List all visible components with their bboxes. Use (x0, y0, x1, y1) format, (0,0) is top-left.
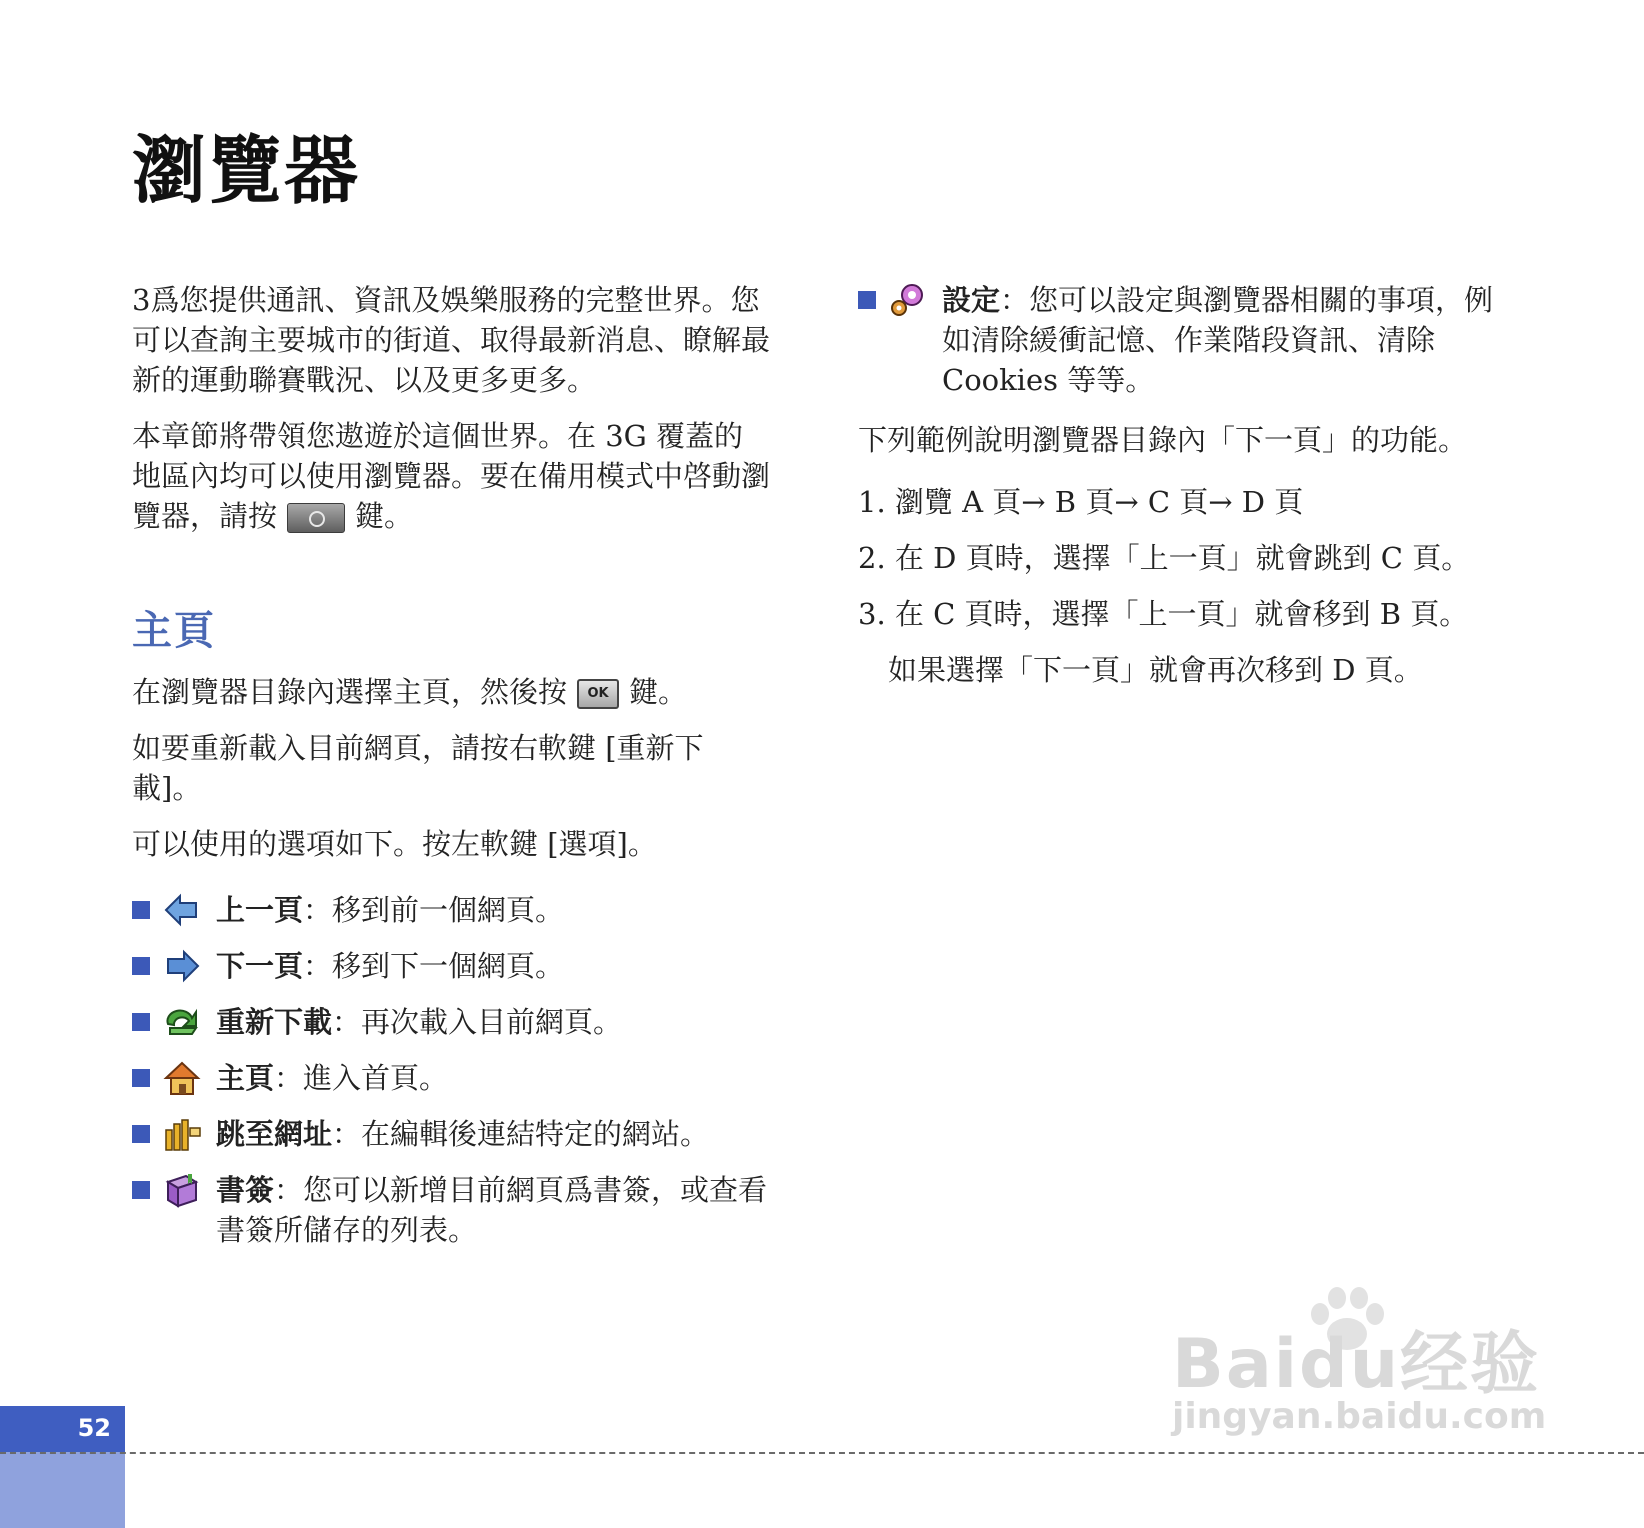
page-number-tab-header (0, 1406, 125, 1452)
ok-key-icon: OK (577, 679, 619, 709)
example-step-2: 2. 在 D 頁時，選擇「上一頁」就會跳到 C 頁。 (858, 541, 1471, 575)
example-step-3: 3. 在 C 頁時，選擇「上一頁」就會移到 B 頁。 (858, 597, 1469, 631)
square-bullet-icon (132, 901, 150, 919)
option-home-name: 主頁 (216, 1061, 275, 1095)
option-forward-sep: ： (303, 949, 333, 983)
option-settings-sep: ： (1000, 283, 1030, 317)
option-home-sep: ： (274, 1061, 304, 1095)
intro-p2-text: 本章節將帶領您遨遊於這個世界。在 3G 覆蓋的地區內均可以使用瀏覽器。要在備用模式中啓動瀏覽器，請按 (132, 419, 771, 533)
option-bookmark-sep: ： (274, 1173, 304, 1207)
home-p1-tail: 鍵。 (629, 675, 688, 709)
option-goto-url-desc: 在編輯後連結特定的網站。 (361, 1117, 710, 1151)
left-column (132, 280, 772, 1266)
option-reload (132, 1002, 772, 1042)
home-p1-text: 在瀏覽器目錄內選擇主頁，然後按 (132, 675, 568, 709)
option-back-name: 上一頁 (216, 893, 304, 927)
option-bookmark-name: 書簽 (216, 1173, 275, 1207)
square-bullet-icon (132, 957, 150, 975)
back-arrow-icon (162, 892, 202, 928)
example-note: 如果選擇「下一頁」就會再次移到 D 頁。 (888, 653, 1423, 687)
home-paragraph-1 (132, 672, 772, 712)
option-forward-name: 下一頁 (216, 949, 304, 983)
home-icon (162, 1060, 202, 1096)
option-home-desc: 進入首頁。 (303, 1061, 449, 1095)
option-settings (858, 280, 1518, 400)
baidu-watermark (1172, 1290, 1547, 1450)
option-reload-name: 重新下載 (216, 1005, 333, 1039)
bookmark-icon (162, 1172, 202, 1208)
option-back (132, 890, 772, 930)
home-paragraph-2: 如要重新載入目前網頁，請按右軟鍵 [重新下載]。 (132, 731, 704, 805)
option-settings-desc: 您可以設定與瀏覽器相關的事項，例如清除緩衝記憶、作業階段資訊、清除 Cookies 等等。 (942, 283, 1494, 397)
option-back-sep: ： (303, 893, 333, 927)
option-forward-desc: 移到下一個網頁。 (332, 949, 565, 983)
intro-paragraph-2 (132, 416, 772, 536)
home-paragraph-3: 可以使用的選項如下。按左軟鍵 [選項]。 (132, 827, 657, 861)
square-bullet-icon (132, 1069, 150, 1087)
option-reload-sep: ： (332, 1005, 362, 1039)
square-bullet-icon (132, 1013, 150, 1031)
square-bullet-icon (132, 1181, 150, 1199)
option-home (132, 1058, 772, 1098)
option-goto-url-sep: ： (332, 1117, 362, 1151)
option-back-desc: 移到前一個網頁。 (332, 893, 565, 927)
option-forward (132, 946, 772, 986)
intro-paragraph-1: 3爲您提供通訊、資訊及娛樂服務的完整世界。您可以查詢主要城市的街道、取得最新消息、瞭解最新的運動聯賽戰況、以及更多更多。 (132, 283, 771, 397)
square-bullet-icon (858, 291, 876, 309)
goto-url-icon (162, 1116, 202, 1152)
intro-p2-tail: 鍵。 (355, 499, 414, 533)
square-bullet-icon (132, 1125, 150, 1143)
option-reload-desc: 再次載入目前網頁。 (361, 1005, 623, 1039)
option-settings-name: 設定 (942, 283, 1001, 317)
option-bookmark (132, 1170, 772, 1250)
option-goto-url (132, 1114, 772, 1154)
browser-key-icon (287, 503, 345, 533)
forward-arrow-icon (162, 948, 202, 984)
page-title: 瀏覽器 (132, 128, 360, 214)
example-step-1: 1. 瀏覽 A 頁→ B 頁→ C 頁→ D 頁 (858, 485, 1304, 519)
page-number-tab (0, 1406, 125, 1528)
home-section-heading: 主頁 (132, 607, 216, 654)
options-list (132, 890, 772, 1250)
option-goto-url-name: 跳至網址 (216, 1117, 333, 1151)
page-number: 52 (77, 1414, 111, 1442)
watermark-main-text: Baidu经验 (1172, 1325, 1541, 1404)
watermark-url-text: jingyan.baidu.com (1172, 1396, 1547, 1437)
right-column (858, 280, 1518, 690)
option-bookmark-desc: 您可以新增目前網頁爲書簽，或查看書簽所儲存的列表。 (216, 1173, 768, 1247)
reload-icon (162, 1004, 202, 1040)
example-intro: 下列範例說明瀏覽器目錄內「下一頁」的功能。 (858, 423, 1468, 457)
footer-dashed-line (0, 1452, 1644, 1454)
example-steps (858, 482, 1518, 634)
settings-gear-icon (888, 282, 928, 318)
